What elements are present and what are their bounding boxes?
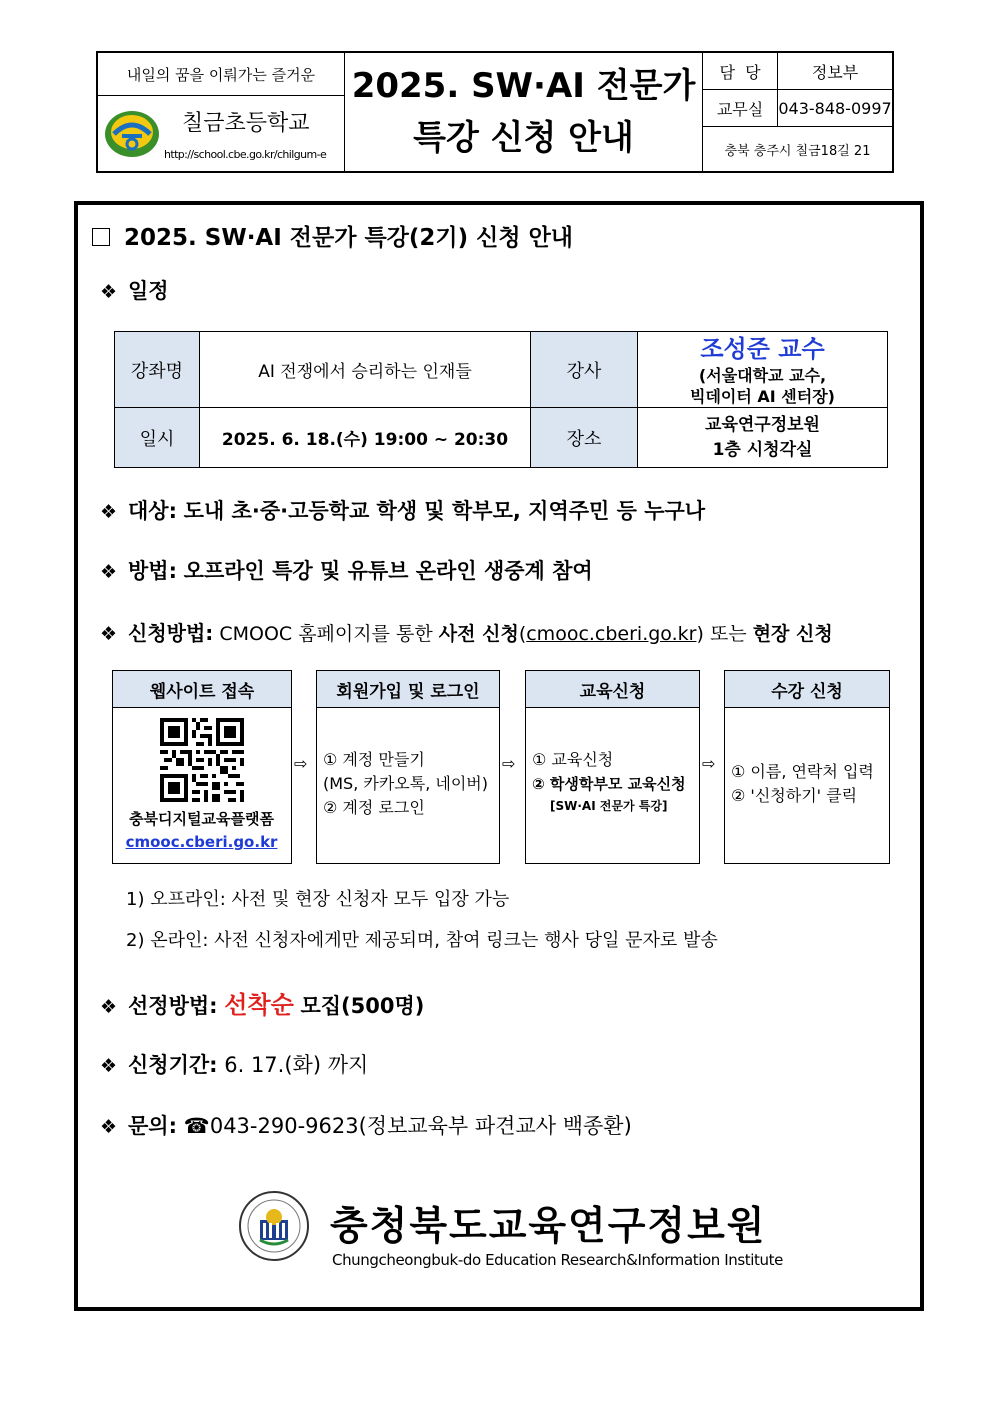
- step-title: 교육신청: [526, 671, 699, 708]
- datetime-label: 일시: [115, 408, 200, 468]
- title-line-2: 특강 신청 안내: [413, 118, 634, 158]
- diamond-bullet-icon: ❖: [100, 623, 118, 645]
- step-line: ② '신청하기' 클릭: [731, 786, 858, 805]
- flow-arrow-icon: ⇨: [502, 754, 516, 773]
- contact-value: 정보부: [811, 62, 859, 82]
- document-title: [345, 53, 703, 171]
- target-line: ❖ 대상: 도내 초·중·고등학교 학생 및 학부모, 지역주민 등 누구나: [100, 499, 706, 523]
- title-line-1: 2025. SW·AI 전문가: [351, 66, 696, 106]
- inquiry-line: ❖ 문의: ☎043-290-9623(정보교육부 파견교사 백종환): [100, 1114, 632, 1138]
- checkbox-square-icon: [92, 228, 110, 246]
- step-line: ① 교육신청: [532, 750, 614, 769]
- diamond-bullet-icon: ❖: [100, 1116, 118, 1138]
- qr-code-icon: [160, 718, 244, 802]
- table-row: [115, 332, 888, 408]
- place-line-2: 1층 시청각실: [712, 439, 813, 460]
- section-title: 2025. SW·AI 전문가 특강(2기) 신청 안내: [92, 219, 573, 252]
- platform-url-link[interactable]: cmooc.cberi.go.kr: [125, 833, 278, 851]
- school-address: 충북 충주시 칠금18길 21: [724, 143, 871, 159]
- step-title: 수강 신청: [725, 671, 889, 708]
- school-info: [98, 96, 344, 171]
- step-apply: [525, 670, 700, 864]
- step-line: [SW·AI 전문가 특강]: [550, 799, 668, 813]
- school-logo-icon: [104, 106, 160, 162]
- first-come-highlight: 선착순: [224, 991, 294, 1019]
- platform-name: 충북디지털교육플랫폼: [129, 810, 274, 828]
- diamond-bullet-icon: ❖: [100, 561, 118, 583]
- table-row: [115, 408, 888, 468]
- institute-name-en: Chungcheongbuk-do Education Research&Information Institute: [332, 1251, 783, 1269]
- note-online: 2) 온라인: 사전 신청자에게만 제공되며, 참여 링크는 행사 당일 문자로 발송: [126, 930, 718, 951]
- contact-block: [703, 53, 892, 171]
- contact-row-office: [703, 90, 892, 127]
- flow-arrow-icon: ⇨: [702, 754, 716, 773]
- schedule-table: [114, 331, 888, 468]
- method-line: ❖ 방법: 오프라인 특강 및 유튜브 온라인 생중계 참여: [100, 559, 593, 583]
- cmooc-link[interactable]: cmooc.cberi.go.kr: [526, 623, 697, 645]
- course-value: AI 전쟁에서 승리하는 인재들: [200, 332, 531, 408]
- announcement-box: [74, 201, 924, 1311]
- institute-name: 충청북도교육연구정보원: [330, 1204, 767, 1249]
- step-line: ② 계정 로그인: [323, 798, 425, 817]
- lecturer-cell: [638, 332, 888, 408]
- step-signup: [316, 670, 500, 864]
- apply-method-line: ❖ 신청방법: CMOOC 홈페이지를 통한 사전 신청(cmooc.cberi.go.kr) 또는 현장 신청: [100, 621, 833, 645]
- school-url-link[interactable]: http://school.cbe.go.kr/chilgum-e: [164, 148, 327, 161]
- step-line: ① 계정 만들기: [323, 750, 425, 769]
- lecturer-label: 강사: [531, 332, 638, 408]
- school-slogan: 내일의 꿈을 이뤄가는 즐거운: [98, 53, 344, 96]
- place-line-1: 교육연구정보원: [705, 414, 820, 435]
- diamond-bullet-icon: ❖: [100, 1055, 118, 1077]
- step-line: (MS, 카카오톡, 네이버): [323, 774, 488, 793]
- contact-value: 043-848-0997: [778, 98, 892, 118]
- step-line: ② 학생학부모 교육신청: [532, 775, 686, 793]
- phone-number: ☎043-290-9623: [183, 1114, 359, 1138]
- flow-arrow-icon: ⇨: [294, 754, 308, 773]
- document-header: [96, 51, 894, 173]
- school-block: [98, 53, 345, 171]
- schedule-heading: ❖ 일정: [100, 279, 169, 303]
- step-website: [112, 670, 292, 864]
- place-label: 장소: [531, 408, 638, 468]
- datetime-value: 2025. 6. 18.(수) 19:00 ~ 20:30: [200, 408, 531, 468]
- diamond-bullet-icon: ❖: [100, 501, 118, 523]
- lecturer-affiliation-1: (서울대학교 교수,: [698, 365, 827, 385]
- lecturer-name: 조성준 교수: [700, 334, 825, 363]
- school-name: 칠금초등학교: [182, 111, 310, 136]
- note-offline: 1) 오프라인: 사전 및 현장 신청자 모두 입장 가능: [126, 889, 510, 910]
- contact-key: 교무실: [703, 90, 778, 126]
- diamond-bullet-icon: ❖: [100, 996, 118, 1018]
- institute-logo-icon: [238, 1190, 310, 1262]
- lecturer-affiliation-2: 빅데이터 AI 센터장): [690, 386, 835, 406]
- step-line: ① 이름, 연락처 입력: [731, 762, 874, 781]
- contact-row-dept: [703, 53, 892, 90]
- step-title: 회원가입 및 로그인: [317, 671, 499, 708]
- contact-row-address: [703, 127, 892, 171]
- period-line: ❖ 신청기간: 6. 17.(화) 까지: [100, 1053, 369, 1077]
- selection-line: ❖ 선정방법: 선착순 모집(500명): [100, 991, 425, 1019]
- place-cell: [638, 408, 888, 468]
- contact-key: 담 당: [703, 53, 778, 89]
- step-title: 웹사이트 접속: [113, 671, 291, 708]
- course-label: 강좌명: [115, 332, 200, 408]
- diamond-bullet-icon: ❖: [100, 281, 118, 303]
- step-enroll: [724, 670, 890, 864]
